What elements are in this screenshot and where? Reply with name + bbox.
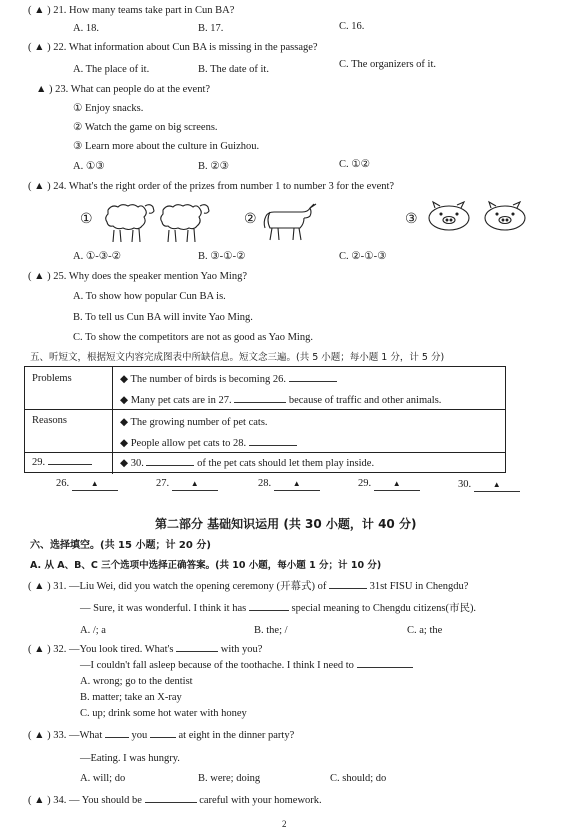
q23-opt2: ② Watch the game on big screens.: [73, 122, 218, 133]
q23-option-a: A. ①③: [73, 161, 105, 172]
q24-option-c: C. ②-①-③: [339, 251, 387, 262]
q32-response: —I couldn't fall asleep because of the toothache. I think I need to: [80, 661, 413, 672]
blank-29: [48, 464, 92, 465]
part-2-title: 第二部分 基础知识运用 (共 30 小题，计 40 分): [155, 517, 417, 531]
q31-option-c: C. a; the: [407, 625, 443, 636]
q21-option-a: A. 18.: [73, 23, 99, 34]
table-cell-r1: ◆ The growing number of pet cats.: [120, 417, 268, 428]
q23-opt3: ③ Learn more about the culture in Guizhou.: [73, 141, 260, 152]
q25-option-a: A. To show how popular Cun BA is.: [73, 291, 226, 302]
q32-stem: ( ▲ ) 32. —You look tired. What's with you?: [28, 644, 263, 655]
q33-response: —Eating. I was hungry.: [80, 753, 180, 764]
q32-option-c: C. up; drink some hot water with honey: [80, 708, 247, 719]
answer-26: 26. ▲: [56, 479, 118, 491]
q31-option-b: B. the; /: [254, 625, 288, 636]
q24-stem: ( ▲ ) 24. What's the right order of the prizes from number 1 to number 3 for the event?: [28, 181, 395, 192]
q34-stem: ( ▲ ) 34. — You should be careful with your homework.: [28, 795, 322, 806]
q24-option-b: B. ③-①-②: [198, 251, 246, 262]
q33-option-a: A. will; do: [80, 773, 126, 784]
q33-option-b: B. were; doing: [198, 773, 261, 784]
q23-option-b: B. ②③: [198, 161, 230, 172]
sheep-icon: [100, 196, 210, 246]
answer-30: 30. ▲: [458, 480, 520, 492]
q24-label-2: ②: [244, 212, 257, 227]
q25-option-b: B. To tell us Cun BA will invite Yao Ming.: [73, 312, 253, 323]
cow-icon: [262, 200, 320, 244]
table-cell-29: 29.: [32, 457, 92, 468]
q32-option-a: A. wrong; go to the dentist: [80, 676, 193, 687]
q31-response: — Sure, it was wonderful. I think it has special meaning to Chengdu citizens(市民).: [80, 603, 477, 614]
q31-option-a: A. /; a: [80, 625, 106, 636]
answer-29: 29. ▲: [358, 479, 420, 491]
table-cell-p1: ◆ The number of birds is becoming 26.: [120, 373, 337, 385]
q22-option-b: B. The date of it.: [198, 64, 269, 75]
q21-stem: ( ▲ ) 21. How many teams take part in Cun BA?: [28, 5, 235, 16]
blank-28: [249, 445, 297, 446]
section-6-title: 六、选择填空。(共 15 小题；计 20 分): [30, 540, 211, 551]
q21-option-b: B. 17.: [198, 23, 224, 34]
q24-label-1: ①: [80, 212, 93, 227]
q23-opt1: ① Enjoy snacks.: [73, 103, 144, 114]
table-cell-30: ◆ 30. of the pet cats should let them play inside.: [120, 458, 375, 469]
q33-stem: ( ▲ ) 33. —What you at eight in the dinner party?: [28, 730, 295, 741]
section-6a-instruction: A. 从 A、B、C 三个选项中选择正确答案。(共 10 小题，每小题 1 分；计 10 分): [30, 560, 382, 571]
q23-option-c: C. ①②: [339, 159, 371, 170]
q21-option-c: C. 16.: [339, 21, 365, 32]
info-table: [24, 366, 506, 473]
table-row-problems: [25, 367, 505, 410]
q25-option-c: C. To show the competitors are not as good as Yao Ming.: [73, 332, 313, 343]
blank-30: [146, 465, 194, 466]
pig-icon: [425, 200, 530, 238]
section-5-title: 五、听短文，根据短文内容完成图表中所缺信息。短文念三遍。(共 5 小题；每小题 1 分，计 5 分): [30, 352, 445, 363]
blank-27: [234, 402, 286, 403]
table-row-reasons: [25, 410, 505, 453]
q32-option-b: B. matter; take an X-ray: [80, 692, 182, 703]
q22-option-a: A. The place of it.: [73, 64, 150, 75]
table-row-solutions: [25, 453, 505, 474]
q22-stem: ( ▲ ) 22. What information about Cun BA is missing in the passage?: [28, 42, 318, 53]
table-cell-reasons: Reasons: [32, 415, 67, 426]
q23-stem: ▲ ) 23. What can people do at the event?: [36, 84, 211, 95]
q33-option-c: C. should; do: [330, 773, 387, 784]
table-cell-problems: Problems: [32, 373, 72, 384]
q24-label-3: ③: [405, 212, 418, 227]
page-number: 2: [282, 819, 287, 829]
answer-28: 28. ▲: [258, 479, 320, 491]
q24-option-a: A. ①-③-②: [73, 251, 122, 262]
q22-option-c: C. The organizers of it.: [339, 59, 437, 70]
table-cell-p2: ◆ Many pet cats are in 27. because of traffic and other animals.: [120, 395, 442, 406]
answer-27: 27. ▲: [156, 479, 218, 491]
blank-26: [289, 381, 337, 382]
table-cell-r2: ◆ People allow pet cats to 28.: [120, 437, 297, 449]
q31-stem: ( ▲ ) 31. —Liu Wei, did you watch the opening ceremony (开幕式) of 31st FISU in Chengdu?: [28, 581, 469, 592]
q25-stem: ( ▲ ) 25. Why does the speaker mention Yao Ming?: [28, 271, 247, 282]
